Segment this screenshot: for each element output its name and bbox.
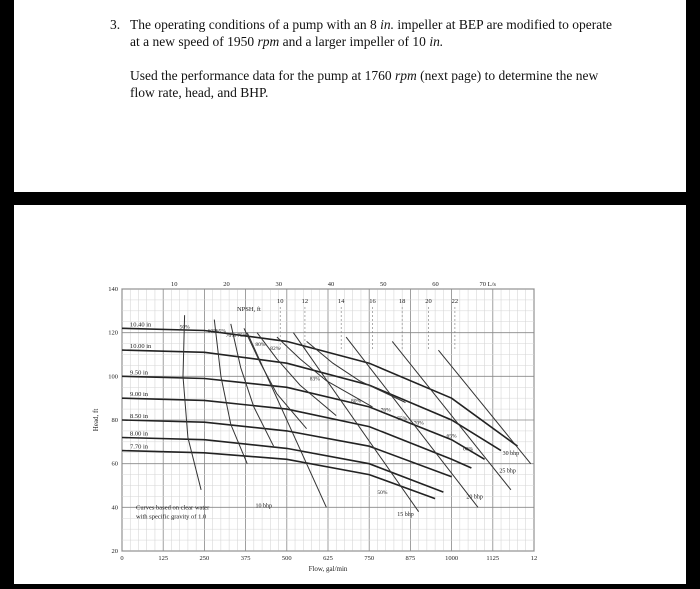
curve-note: with specific gravity of 1.0 (136, 513, 207, 521)
bhp-label: 15 bhp (397, 512, 414, 519)
efficiency-label: 70% (413, 420, 424, 427)
problem-number: 3. (110, 17, 121, 32)
y-axis-label: Head, ft (92, 408, 100, 432)
x-tick-label: 375 (240, 555, 251, 562)
x-tick-label: 625 (323, 555, 333, 562)
x-tick-label: 0 (120, 555, 124, 562)
impeller-label: 8.50 in (130, 413, 149, 420)
y-tick-label: 20 (111, 548, 118, 555)
x-axis-label: Flow, gal/min (308, 565, 348, 573)
npsh-tick-label: 22 (451, 298, 459, 305)
bhp-label: 10 bhp (255, 503, 272, 510)
efficiency-label: 50% (377, 490, 388, 497)
top-axis-tick-label: 10 (170, 281, 178, 288)
x-tick-label: 500 (281, 555, 292, 562)
npsh-tick-label: 14 (337, 298, 345, 305)
npsh-tick-label: 16 (369, 298, 376, 305)
efficiency-label: 80% (350, 398, 362, 405)
efficiency-label: 83% (309, 376, 320, 383)
top-axis-tick-label: 70 L/s (479, 281, 496, 288)
bhp-label: 25 bhp (499, 468, 516, 475)
npsh-label: NPSH, ft (236, 306, 261, 313)
problem-line-1: The operating conditions of a pump with an 8 in. impeller at BEP are modified to operate (130, 17, 613, 32)
chart-page (14, 205, 686, 584)
y-tick-label: 100 (108, 373, 118, 381)
y-tick-label: 140 (108, 286, 118, 293)
x-tick-label: 1000 (445, 555, 459, 562)
npsh-tick-label: 12 (301, 298, 309, 305)
bhp-line (346, 337, 478, 507)
efficiency-label: 82% (270, 346, 281, 353)
chart-curves (122, 315, 531, 512)
impeller-label: 10.40 in (130, 321, 152, 329)
problem-line-2: at a new speed of 1950 rpm and a larger impeller of 10 in. (130, 34, 444, 49)
efficiency-contour (257, 333, 336, 416)
npsh-tick-label: 18 (398, 298, 406, 305)
efficiency-label: 60% (463, 446, 474, 453)
top-axis-tick-label: 40 (327, 281, 335, 288)
efficiency-label: 76% (380, 407, 391, 414)
problem-page (14, 0, 686, 192)
x-tick-label: 750 (364, 555, 375, 562)
npsh-tick-label: 20 (425, 298, 432, 305)
problem-line-4: flow rate, head, and BHP. (130, 85, 269, 100)
x-tick-label: 12 (530, 555, 538, 562)
efficiency-label: 75% (237, 333, 248, 340)
bhp-label: 30 bhp (502, 450, 520, 457)
x-tick-label: 875 (405, 555, 416, 562)
top-axis-tick-label: 20 (223, 281, 230, 288)
npsh-tick-label: 10 (276, 298, 284, 305)
curve-note: Curves based on clear water (136, 504, 210, 512)
impeller-label: 9.50 in (130, 369, 149, 377)
top-axis-tick-label: 50 (379, 281, 387, 288)
x-tick-label: 125 (158, 555, 169, 562)
x-tick-label: 250 (199, 555, 210, 562)
y-tick-label: 120 (108, 329, 118, 337)
y-tick-label: 80 (111, 417, 118, 424)
pump-performance-chart (14, 205, 686, 584)
impeller-label: 8.00 in (130, 430, 149, 438)
top-axis-tick-label: 30 (275, 281, 282, 288)
efficiency-label: 60% (207, 328, 218, 335)
efficiency-label: 65% (215, 328, 226, 335)
top-axis-tick-label: 60 (432, 281, 439, 288)
y-tick-label: 40 (111, 504, 118, 512)
efficiency-label: 75% (397, 416, 408, 422)
efficiency-label: 80% (255, 341, 266, 348)
bhp-label: 20 bhp (466, 494, 483, 501)
impeller-label: 7.70 in (130, 443, 149, 451)
problem-line-3: Used the performance data for the pump at 1760 rpm (next page) to determine the new (130, 68, 599, 83)
efficiency-label: 70% (225, 333, 236, 340)
efficiency-label: 65% (446, 433, 457, 440)
impeller-label: 10.00 in (130, 343, 152, 351)
impeller-label: 9.00 in (130, 391, 149, 399)
efficiency-label: 50% (179, 324, 190, 331)
x-tick-label: 1125 (486, 555, 500, 562)
y-tick-label: 60 (111, 460, 118, 468)
